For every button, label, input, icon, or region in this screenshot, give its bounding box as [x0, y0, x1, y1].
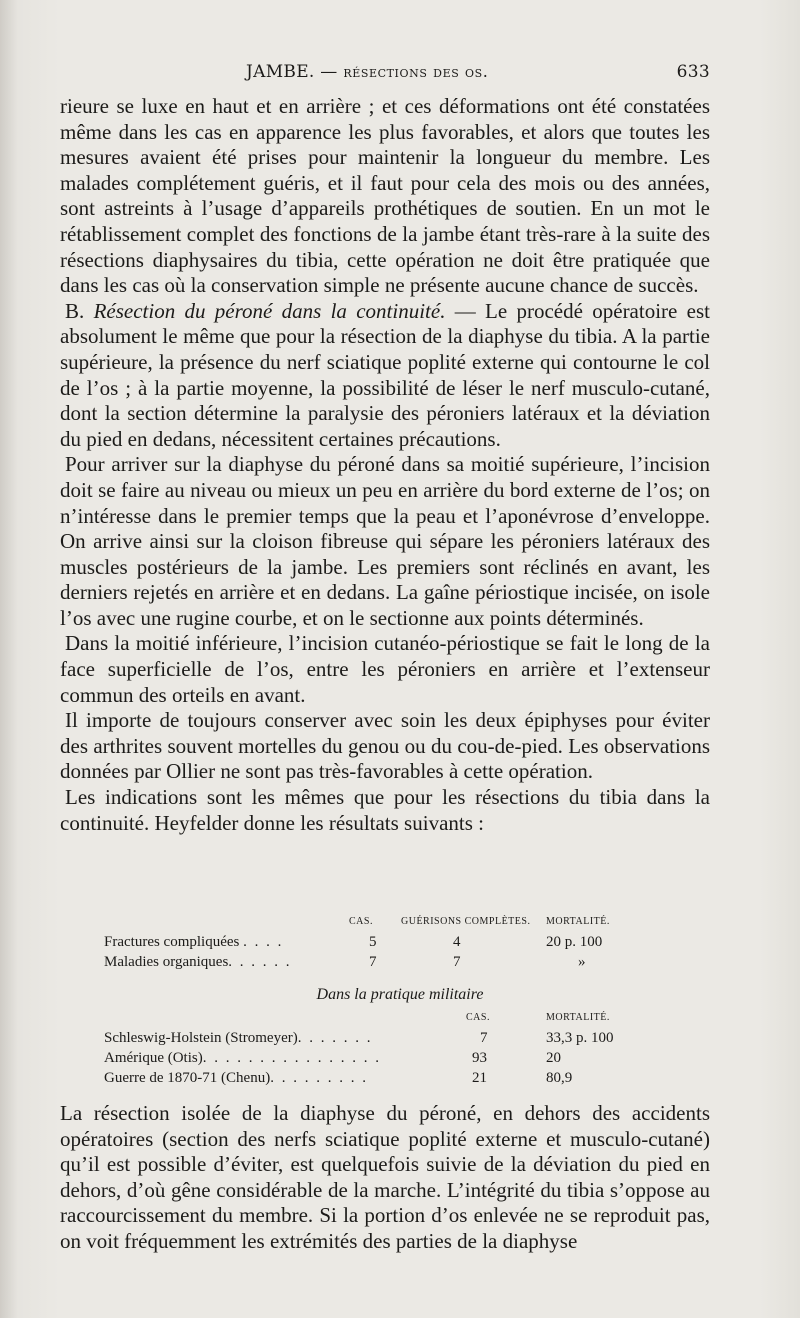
leader-dots: . . . .: [243, 934, 284, 950]
col-header-guerisons: GUÉRISONS COMPLÈTES.: [401, 916, 531, 927]
leader-dots: . . . . . . . . .: [270, 1070, 368, 1086]
leader-dots: . . . . . . . . . . . . . . . .: [202, 1050, 381, 1066]
military-table: [104, 1008, 614, 1088]
col-header-cas: CAS.: [466, 1012, 490, 1023]
table-row: [104, 1068, 614, 1088]
table-row: [104, 952, 610, 972]
cell-guerisons: 7: [453, 954, 461, 970]
cell-cas: 21: [472, 1070, 487, 1086]
cell-cas: 93: [472, 1050, 487, 1066]
header-chapter: JAMBE. —: [246, 62, 344, 82]
paragraph-3: Pour arriver sur la diaphyse du péroné dans sa moitié supérieure, l’incision doit se faire au niveau ou mieux un peu en arrière du bord externe de l’os; on n’intéresse dans le premier temps que la peau et l’aponévrose d’enveloppe. On arrive ainsi sur la cloison fibreuse qui sépare les péroniers latéraux des muscles postérieurs de la jambe. Les premiers sont réclinés en avant, les derniers rejetés en arrière et en dedans. La gaîne périostique incisée, on isole l’os avec une rugine courbe, et on le sectionne aux points déterminés.: [60, 452, 710, 630]
results-table: [104, 912, 610, 972]
col-header-mortalite: MORTALITÉ.: [546, 1012, 610, 1023]
cell-mortalite: 80,9: [546, 1070, 573, 1086]
paragraph-5: Il importe de toujours conserver avec soin les deux épiphyses pour éviter des arthrites souvent mortelles du genou ou du cou-de-pied. Les observations données par Ollier ne sont pas très-favorables à cette opération.: [60, 708, 710, 784]
row-label: Maladies organiques: [104, 954, 229, 970]
paragraph-1: rieure se luxe en haut et en arrière ; et ces déformations ont été constatées même dans les cas en apparence les plus favorables, et alors que toutes les mesures avaient été prises pour maintenir la longueur du membre. Les malades complétement guéris, et il faut pour cela des mois ou des années, sont astreints à l’usage d’appareils prothétiques de soutien. En un mot le rétablissement complet des fonctions de la jambe étant très-rare à la suite des résections diaphysaires du tibia, cette opération ne doit être pratiquée que dans les cas où la conservation simple ne présente aucune chance de succès.: [60, 94, 710, 298]
table-row: [104, 932, 610, 952]
col-header-mortalite: MORTALITÉ.: [546, 916, 610, 927]
section-letter: B.: [65, 298, 85, 323]
cell-cas: 7: [480, 1030, 488, 1046]
paragraph-7: La résection isolée de la diaphyse du péroné, en dehors des accidents opératoires (section des nerfs sciatique poplité externe et musculo-cutané) qu’il est possible d’éviter, est quelquefois suivie de la déviation du pied en dehors, d’où gêne considérable de la marche. L’intégrité du tibia s’oppose au raccourcissement du membre. Si la portion d’os enlevée ne se reproduit pas, on voit fréquemment les extrémités des parties de la diaphyse: [60, 1101, 710, 1253]
col-header-cas: CAS.: [349, 916, 373, 927]
paragraph-section-b: [60, 299, 710, 453]
cell-mortalite: 20 p. 100: [546, 934, 603, 950]
page-number: 633: [676, 62, 710, 82]
main-text: [60, 94, 710, 836]
header-section: résections des os.: [343, 62, 489, 81]
paragraph-2-text: Le procédé opératoire est absolument le même que pour la résection de la diaphyse du tibia. A la partie supérieure, la présence du nerf sciatique poplité externe qui contourne le col de l’os ; à la partie moyenne, la possibilité de léser le nerf musculo-cutané, dont la section détermine la paralysie des péroniers latéraux et la déviation du pied en dedans, nécessitent certaines précautions.: [60, 298, 710, 451]
cell-mortalite: »: [578, 954, 586, 970]
section-dash: —: [445, 298, 486, 323]
cell-cas: 5: [369, 934, 377, 950]
table-row: [104, 1028, 614, 1048]
leader-dots: . . . . . .: [228, 954, 292, 970]
row-label: Amérique (Otis): [104, 1050, 203, 1066]
row-label: Fractures compliquées: [104, 934, 240, 950]
paragraph-4: Dans la moitié inférieure, l’incision cutanéo-périostique se fait le long de la face superficielle de l’os, entre les péroniers en arrière et l’extenseur commun des orteils en avant.: [60, 631, 710, 707]
cell-guerisons: 4: [453, 934, 461, 950]
table-header-row: [104, 912, 610, 932]
table-header-row: [104, 1008, 614, 1028]
cell-mortalite: 20: [546, 1050, 561, 1066]
leader-dots: . . . . . . .: [297, 1030, 373, 1046]
paragraph-6: Les indications sont les mêmes que pour les résections du tibia dans la continuité. Heyfelder donne les résultats suivants :: [60, 785, 710, 835]
cell-cas: 7: [369, 954, 377, 970]
military-caption: Dans la pratique militaire: [316, 986, 484, 1003]
row-label: Schleswig-Holstein (Stromeyer): [104, 1030, 298, 1046]
running-title: [246, 62, 488, 82]
cell-mortalite: 33,3 p. 100: [546, 1030, 614, 1046]
row-label: Guerre de 1870-71 (Chenu): [104, 1070, 271, 1086]
section-title: Résection du péroné dans la continuité.: [93, 298, 446, 323]
closing-text: [60, 1101, 710, 1255]
table-row: [104, 1048, 614, 1068]
